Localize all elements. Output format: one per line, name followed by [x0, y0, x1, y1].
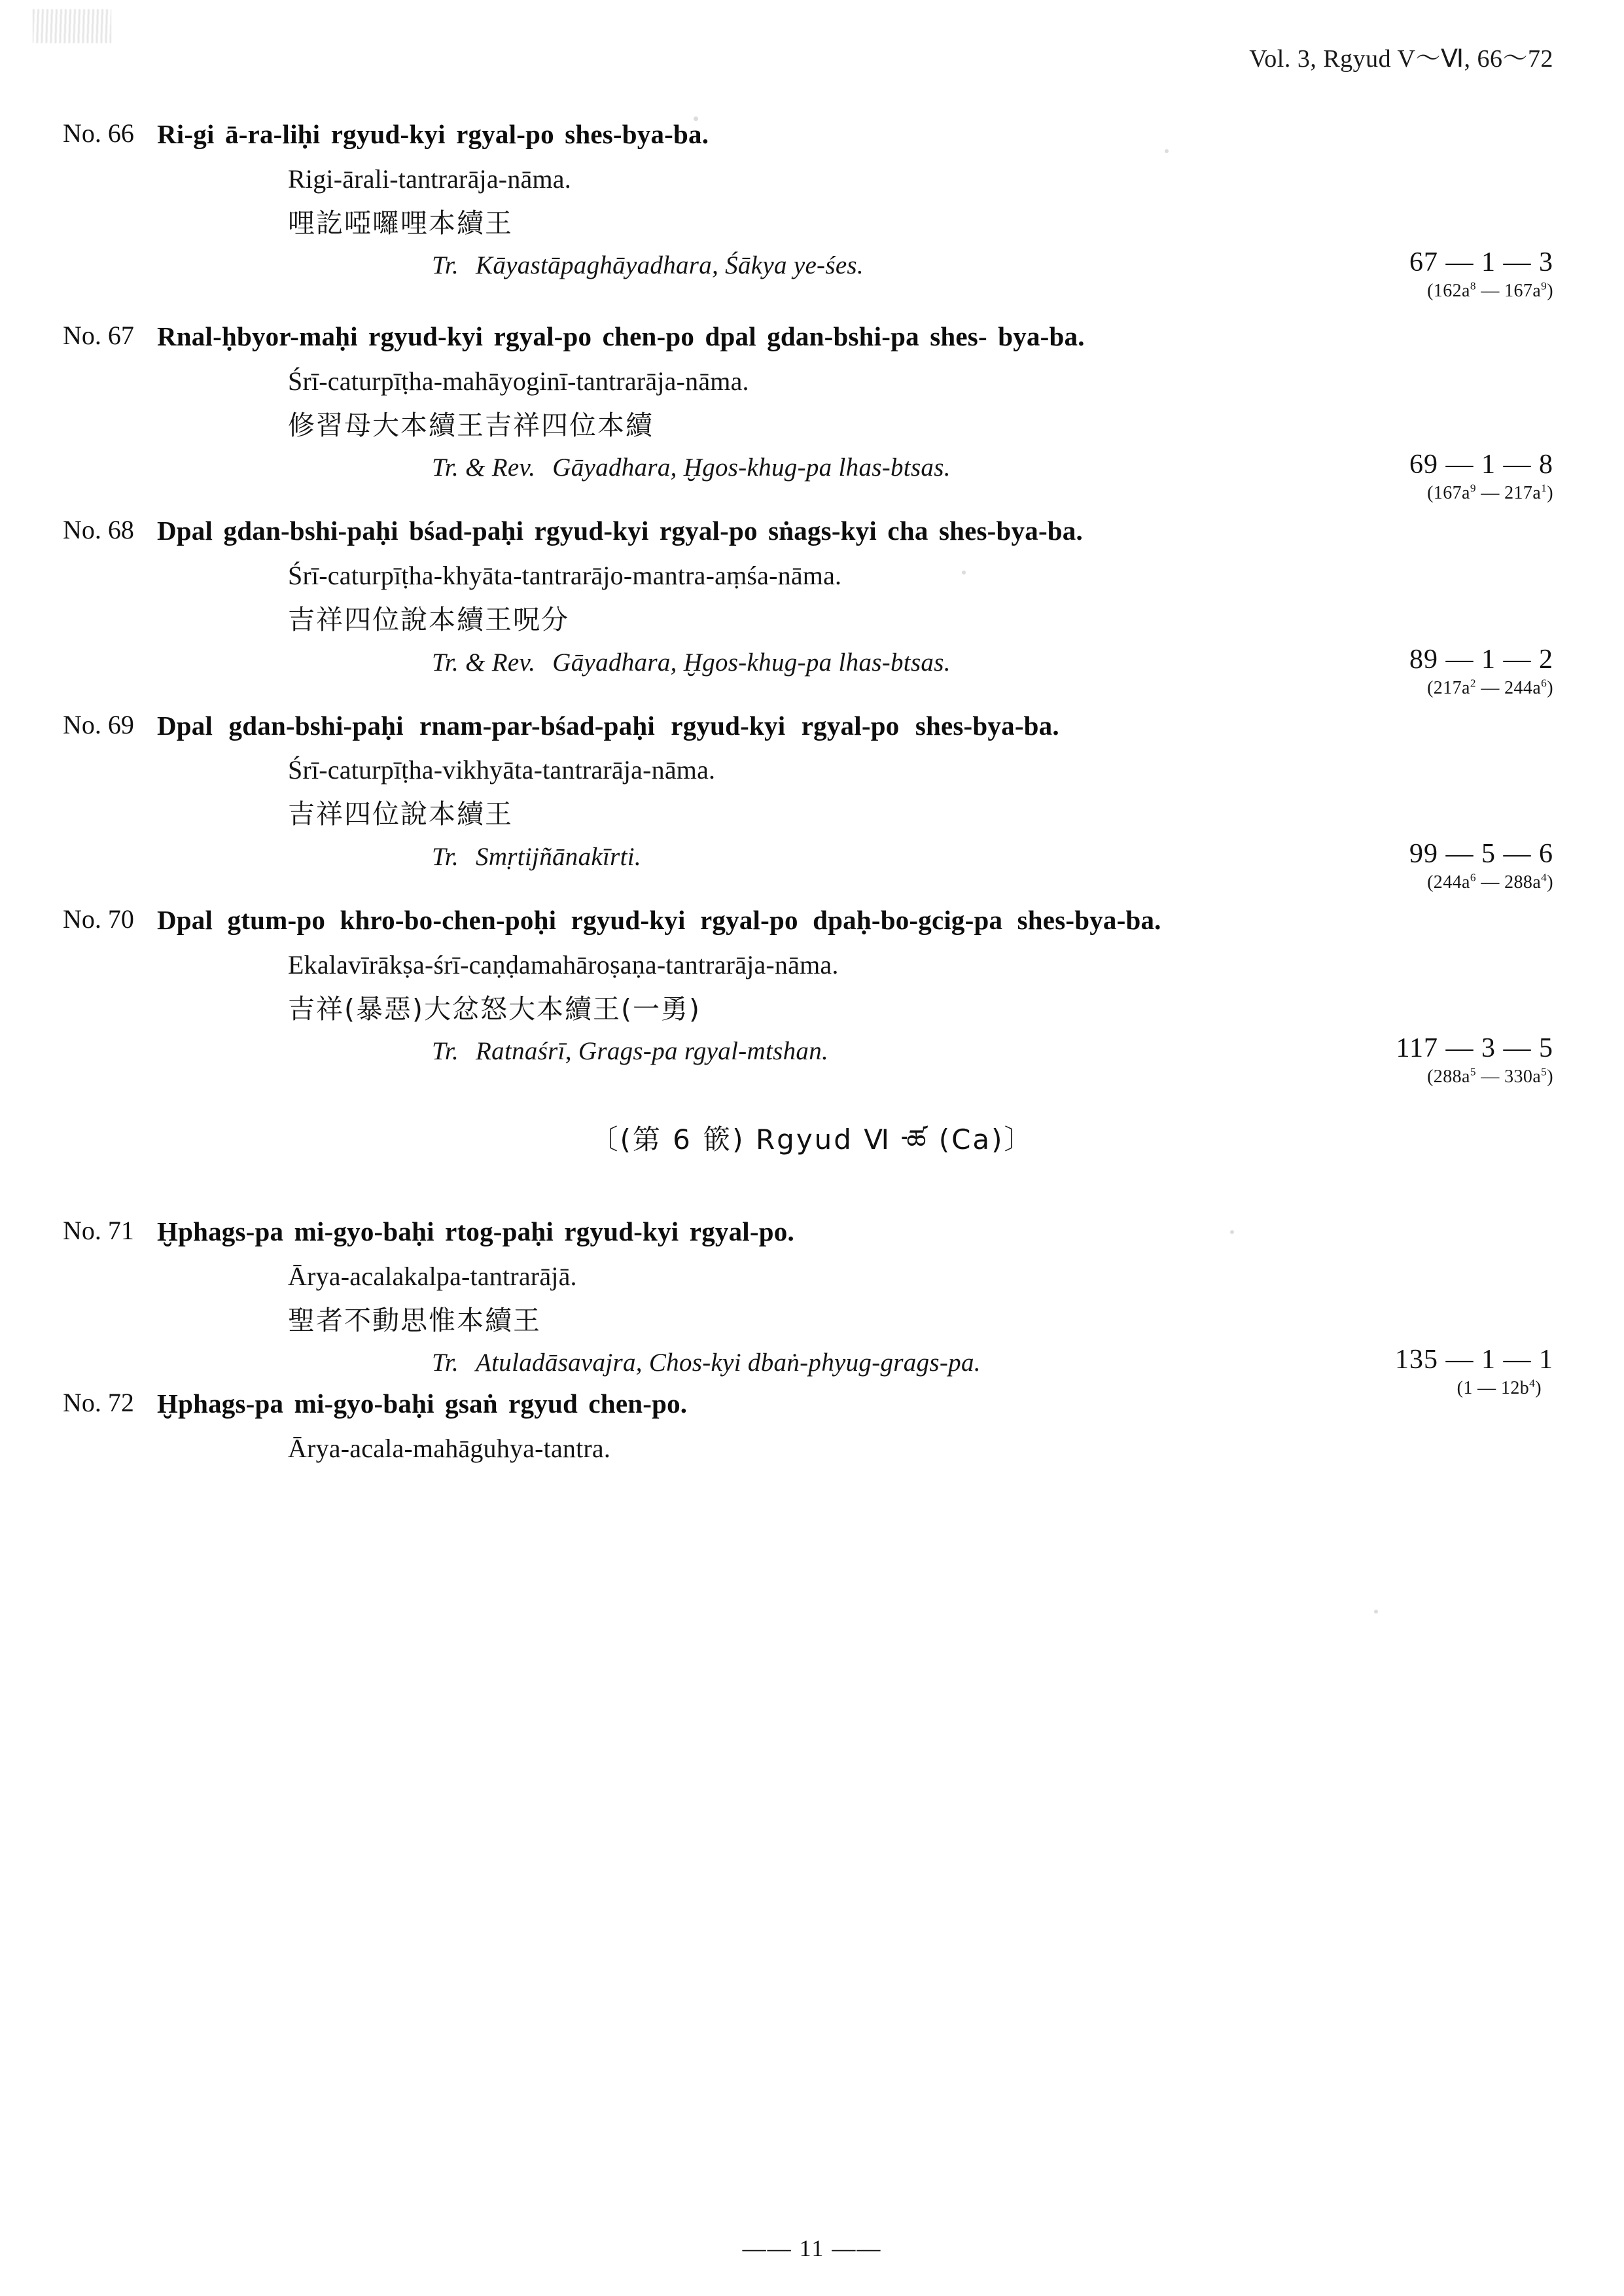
entry-number: No. 71: [63, 1216, 134, 1246]
translator-label: Tr.: [432, 1037, 459, 1066]
volume-section-divider: 〔(第 6 篏) Rgyud Ⅵ ᠊ཚ (Ca)〕: [590, 1123, 1034, 1156]
translator-line: [432, 1348, 981, 1377]
reference-block: [1161, 644, 1553, 699]
page-smudge-artifact: [33, 9, 111, 43]
translator-names: Kāyastāpaghāyadhara, Śākya ye-śes.: [476, 251, 864, 280]
reference-block: [1161, 838, 1553, 893]
entry-title-sanskrit: Śrī-caturpīṭha-mahāyoginī-tantrarāja-nāma.: [288, 366, 749, 397]
entry-title-tibetan: Ḫphags-pa mi-gyo-baḥi gsaṅ rgyud chen-po.: [157, 1388, 688, 1419]
reference-main: 89 — 1 — 2: [1409, 644, 1553, 675]
reference-folio: ($217a^2$ — $244a^6$): [1427, 677, 1553, 698]
entry-number: No. 69: [63, 709, 134, 739]
translator-line: [432, 1036, 828, 1066]
catalogue-entry: [0, 512, 1624, 698]
translator-line: [432, 648, 951, 677]
translator-label: Tr. & Rev.: [432, 453, 536, 482]
page-speck: [1374, 1610, 1378, 1614]
translator-names: Smṛtijñānakīrti.: [476, 842, 641, 871]
entry-title-sanskrit: Rigi-ārali-tantrarāja-nāma.: [288, 164, 571, 194]
running-head: Vol. 3, Rgyud V〜Ⅵ, 66〜72: [1249, 45, 1553, 73]
entry-title-sanskrit: Ārya-acalakalpa-tantrarājā.: [288, 1261, 577, 1291]
translator-names: Gāyadhara, Ḫgos-khug-pa lhas-btsas.: [552, 453, 951, 482]
reference-main: 135 — 1 — 1: [1395, 1345, 1553, 1375]
reference-main: 69 — 1 — 8: [1409, 450, 1553, 480]
entry-title-sanskrit: Śrī-caturpīṭha-khyāta-tantrarājo-mantra-aṃśa-nāma.: [288, 561, 842, 591]
entry-title-sanskrit: Ārya-acala-mahāguhya-tantra.: [288, 1434, 611, 1464]
entry-number: No. 66: [63, 118, 134, 148]
catalogue-entry-list: [0, 115, 1624, 1471]
catalogue-entry: [0, 317, 1624, 504]
entry-title-chinese: 吉祥四位說本續王: [288, 798, 513, 830]
entry-title-chinese: 聖者不動思惟本續王: [288, 1304, 541, 1336]
reference-folio: ($162a^8$ — $167a^9$): [1427, 279, 1553, 302]
translator-label: Tr.: [432, 1349, 459, 1377]
entry-number: No. 67: [63, 321, 134, 351]
catalogue-entry: [0, 115, 1624, 302]
reference-main: 117 — 3 — 5: [1396, 1033, 1553, 1064]
reference-main: 67 — 1 — 3: [1409, 247, 1553, 278]
catalogue-entry: [0, 901, 1624, 1087]
entry-title-tibetan: Ri-gi ā-ra-liḥi rgyud-kyi rgyal-po shes-bya-ba.: [157, 119, 709, 149]
reference-block: [1161, 247, 1553, 302]
reference-block: [1161, 449, 1553, 504]
entry-title-tibetan: Dpal gtum-po khro-bo-chen-poḥi rgyud-kyi rgyal-po dpaḥ-bo-gcig-pa shes-bya-ba.: [157, 904, 1161, 935]
entry-title-sanskrit: Ekalavīrākṣa-śrī-caṇḍamahāroṣaṇa-tantrarāja-nāma.: [288, 949, 839, 980]
entry-number: No. 70: [63, 904, 134, 934]
page-number: —— 11 ——: [742, 2235, 882, 2261]
reference-folio: ($288a^5$ — $330a^5$): [1427, 1065, 1553, 1087]
entry-title-chinese: 哩訖啞囉哩本續王: [288, 207, 513, 239]
reference-folio: (1 — $12b^4$): [1456, 1377, 1542, 1399]
entry-title-tibetan: Dpal gdan-bshi-paḥi bśad-paḥi rgyud-kyi rgyal-po sṅags-kyi cha shes-bya-ba.: [157, 516, 1083, 546]
catalogue-entry: [0, 1212, 1624, 1399]
translator-label: Tr.: [432, 842, 459, 871]
reference-folio: ($167a^9$ — $217a^1$): [1427, 482, 1553, 504]
catalogue-entry: [0, 707, 1624, 892]
entry-title-sanskrit: Śrī-caturpīṭha-vikhyāta-tantrarāja-nāma.: [288, 755, 716, 785]
reference-main: 99 — 5 — 6: [1409, 838, 1553, 869]
translator-line: [432, 842, 641, 872]
entry-title-chinese: 修習母大本續王吉祥四位本續: [288, 410, 654, 442]
translator-names: Gāyadhara, Ḫgos-khug-pa lhas-btsas.: [552, 648, 951, 677]
catalogue-entry: [0, 1385, 1624, 1467]
entry-title-tibetan: Rnal-ḥbyor-maḥi rgyud-kyi rgyal-po chen-po dpal gdan-bshi-pa shes- bya-ba.: [157, 321, 1085, 352]
entry-title-tibetan: Dpal gdan-bshi-paḥi rnam-par-bśad-paḥi rgyud-kyi rgyal-po shes-bya-ba.: [157, 710, 1059, 741]
translator-label: Tr. & Rev.: [432, 648, 536, 677]
entry-number: No. 72: [63, 1388, 134, 1418]
translator-line: [432, 453, 951, 482]
translator-names: Atuladāsavajra, Chos-kyi dbaṅ-phyug-grags-pa.: [476, 1349, 981, 1377]
translator-line: [432, 251, 864, 280]
entry-number: No. 68: [63, 515, 134, 545]
entry-title-chinese: 吉祥(暴惡)大忿怒大本續王(一勇): [288, 993, 701, 1025]
reference-block: [1161, 1033, 1553, 1087]
translator-names: Ratnaśrī, Grags-pa rgyal-mtshan.: [476, 1037, 829, 1066]
translator-label: Tr.: [432, 251, 459, 280]
reference-folio: ($244a^6$ — $288a^4$): [1427, 871, 1553, 892]
entry-title-chinese: 吉祥四位說本續王呪分: [288, 604, 569, 636]
entry-title-tibetan: Ḫphags-pa mi-gyo-baḥi rtog-paḥi rgyud-kyi rgyal-po.: [157, 1216, 794, 1247]
